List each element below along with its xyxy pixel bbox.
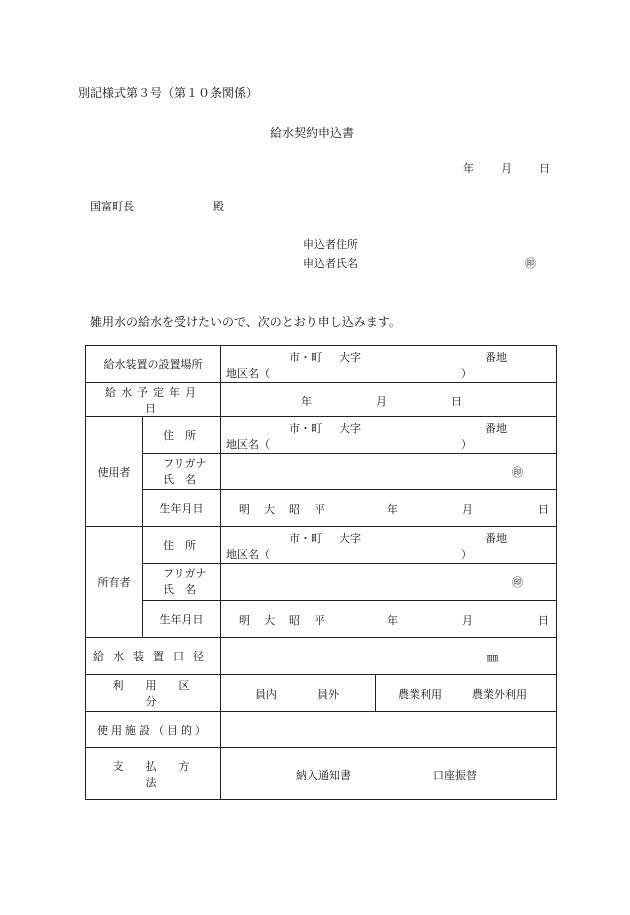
row-user-name	[86, 454, 557, 490]
row-user-address	[86, 417, 557, 454]
owner-label: 所有者	[97, 576, 131, 589]
date-day-label: 日	[539, 162, 550, 175]
usage-member-cell[interactable]	[221, 675, 376, 712]
owner-name-label-cell	[143, 564, 221, 601]
payment-value-cell[interactable]	[221, 748, 557, 800]
user-district: 地区名（	[226, 438, 270, 451]
date-year-label: 年	[463, 162, 474, 175]
form-number: 別記様式第３号（第１０条関係）	[78, 86, 259, 100]
owner-address-value-cell[interactable]	[221, 527, 557, 564]
member-inside-option[interactable]: 員内	[255, 688, 277, 701]
location-label: 給水装置の設置場所	[103, 358, 203, 371]
user-district-close: ）	[461, 438, 472, 451]
owner-district: 地区名（	[226, 548, 270, 561]
row-location	[86, 346, 557, 383]
facility-value-cell[interactable]	[221, 712, 557, 748]
honorific: 殿	[213, 200, 224, 213]
usage-agri-cell[interactable]	[376, 675, 557, 712]
owner-city-town: 市・町	[289, 532, 322, 545]
owner-era-meiji: 明	[239, 614, 250, 627]
facility-label: 使用施設（目的）	[97, 723, 209, 737]
user-address-label-cell	[143, 417, 221, 454]
location-label-cell	[86, 346, 221, 383]
owner-district-close: ）	[461, 548, 472, 561]
payment-label: 支払方法	[112, 759, 212, 789]
user-birth-label-cell	[143, 490, 221, 527]
owner-seal-mark: ㊞	[512, 576, 523, 589]
caliber-unit: ㎜	[487, 651, 498, 664]
schedule-label: 給水予定年月日	[105, 385, 201, 415]
row-usage	[86, 675, 557, 712]
addressee: 国富町長	[90, 200, 134, 213]
owner-label-cell	[86, 527, 143, 638]
owner-oaza: 大字	[339, 532, 361, 545]
user-birth-month: 月	[462, 503, 473, 516]
row-owner-address	[86, 527, 557, 564]
user-seal-mark: ㊞	[512, 466, 523, 479]
intro-text: 雑用水の給水を受けたいので、次のとおり申し込みます。	[90, 315, 401, 329]
user-name-label: 氏 名	[163, 472, 196, 486]
caliber-label: 給水装置口径	[93, 650, 213, 663]
user-name-label-cell	[143, 454, 221, 490]
user-era-taisho: 大	[264, 503, 275, 516]
applicant-address-label: 申込者住所	[303, 238, 358, 251]
user-oaza: 大字	[339, 422, 361, 435]
form-title: 給水契約申込書	[270, 126, 355, 140]
location-value-cell[interactable]	[221, 346, 557, 383]
schedule-year: 年	[301, 395, 312, 408]
owner-banchi: 番地	[485, 532, 507, 545]
payment-label-cell	[86, 748, 221, 800]
user-era-meiji: 明	[239, 503, 250, 516]
caliber-label-cell	[86, 638, 221, 675]
city-town-text: 市・町	[289, 351, 322, 364]
applicant-seal-mark: ㊞	[525, 257, 536, 270]
schedule-label-cell	[86, 383, 221, 417]
banchi-text: 番地	[485, 351, 507, 364]
district-text: 地区名（	[226, 367, 270, 380]
schedule-month: 月	[376, 395, 387, 408]
usage-label: 利用区分	[112, 679, 212, 708]
owner-name-value-cell[interactable]	[221, 564, 557, 601]
application-form-table	[85, 345, 557, 800]
user-furigana-label: フリガナ	[163, 456, 207, 470]
owner-era-taisho: 大	[264, 614, 275, 627]
owner-era-heisei: 平	[314, 614, 325, 627]
schedule-day: 日	[451, 395, 462, 408]
usage-label-cell	[86, 675, 221, 712]
non-agri-use-option[interactable]: 農業外利用	[472, 688, 527, 701]
owner-birth-label-cell	[143, 601, 221, 638]
caliber-value-cell[interactable]	[221, 638, 557, 675]
user-birth-value-cell[interactable]	[221, 490, 557, 527]
user-address-value-cell[interactable]	[221, 417, 557, 454]
user-name-value-cell[interactable]	[221, 454, 557, 490]
user-label: 使用者	[97, 465, 131, 479]
owner-address-label: 住 所	[163, 539, 196, 552]
row-payment	[86, 748, 557, 800]
row-caliber	[86, 638, 557, 675]
payment-notice-option[interactable]: 納入通知書	[296, 769, 351, 782]
user-birth-day: 日	[538, 503, 549, 516]
applicant-name-label: 申込者氏名	[303, 257, 358, 270]
owner-furigana-label: フリガナ	[163, 567, 207, 580]
user-era-heisei: 平	[314, 503, 325, 516]
owner-birth-value-cell[interactable]	[221, 601, 557, 638]
row-schedule	[86, 383, 557, 417]
facility-label-cell	[86, 712, 221, 748]
user-city-town: 市・町	[289, 422, 322, 435]
owner-birth-month: 月	[462, 614, 473, 627]
oaza-text: 大字	[339, 351, 361, 364]
payment-transfer-option[interactable]: 口座振替	[433, 769, 477, 782]
member-outside-option[interactable]: 員外	[317, 688, 339, 701]
schedule-value-cell[interactable]	[221, 383, 557, 417]
owner-birth-label: 生年月日	[159, 613, 204, 626]
owner-name-label: 氏 名	[163, 583, 196, 596]
date-month-label: 月	[501, 162, 512, 175]
owner-address-label-cell	[143, 527, 221, 564]
agri-use-option[interactable]: 農業利用	[398, 688, 442, 701]
row-owner-name	[86, 564, 557, 601]
owner-birth-year: 年	[387, 614, 398, 627]
row-user-birth	[86, 490, 557, 527]
owner-birth-day: 日	[538, 614, 549, 627]
owner-era-showa: 昭	[289, 614, 300, 627]
user-address-label: 住 所	[163, 429, 196, 442]
user-banchi: 番地	[485, 422, 507, 435]
row-facility	[86, 712, 557, 748]
user-birth-year: 年	[387, 503, 398, 516]
user-birth-label: 生年月日	[159, 502, 204, 515]
user-label-cell	[86, 417, 143, 527]
user-era-showa: 昭	[289, 503, 300, 516]
row-owner-birth	[86, 601, 557, 638]
district-paren-close: ）	[461, 367, 472, 380]
